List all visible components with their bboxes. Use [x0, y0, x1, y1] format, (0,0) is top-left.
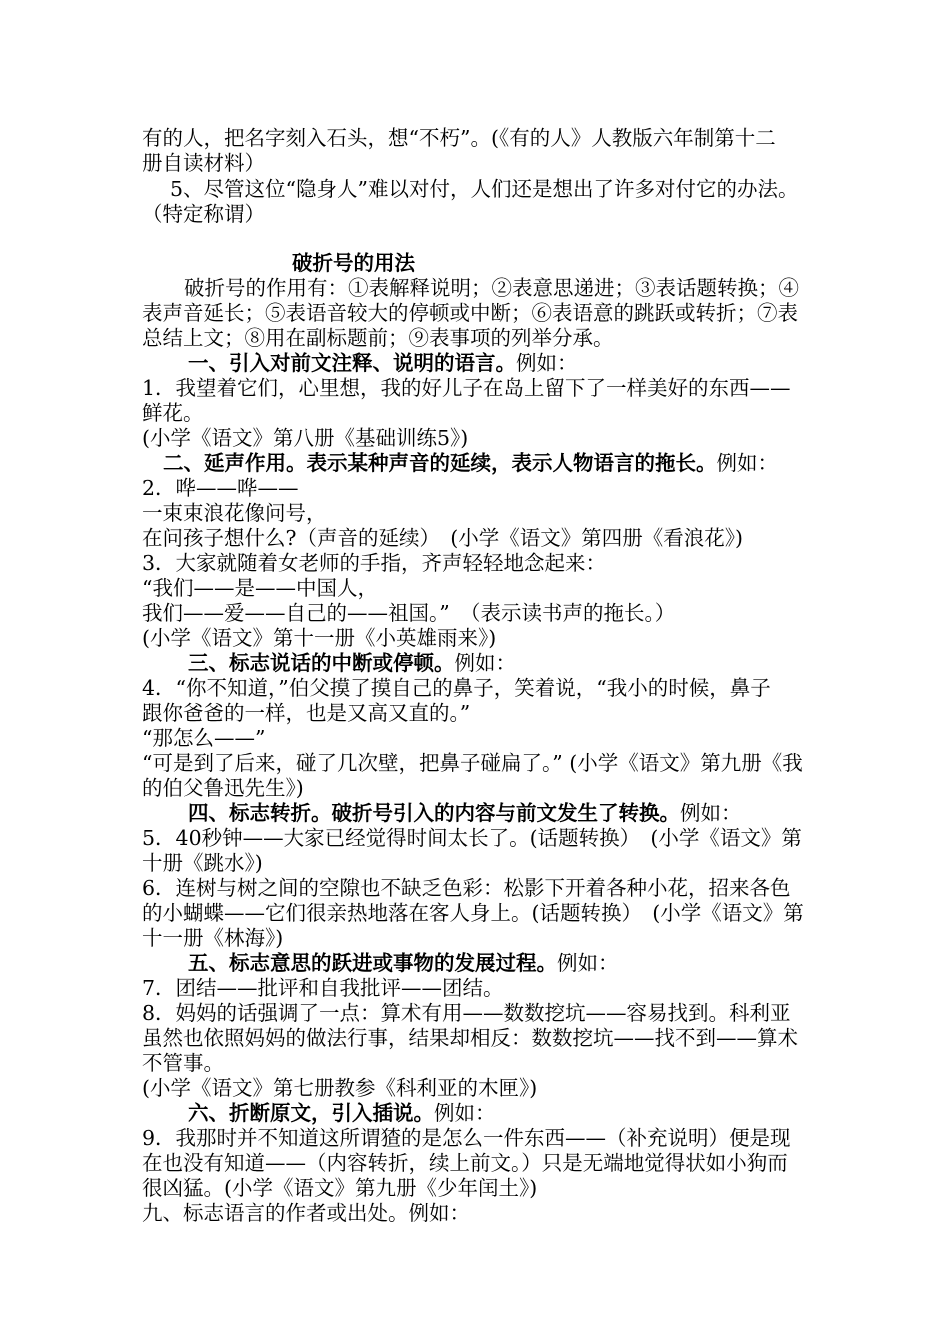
heading-line [188, 1100, 496, 1126]
heading-3: 三、标志说话的中断或停顿。 [188, 651, 455, 675]
text-line: (小学《语文》第十一册《小英雄雨来》) [142, 626, 497, 650]
text-line: 5．40秒钟——大家已经觉得时间太长了。(话题转换） (小学《语文》第 [142, 826, 802, 850]
text-line: (小学《语文》第八册《基础训练5》) [142, 426, 469, 450]
text-line: 9．我那时并不知道这所谓猹的是怎么一件东西——（补充说明）便是现 [142, 1126, 791, 1150]
text-line: 虽然也依照妈妈的做法行事，结果却相反：数数挖坑——找不到——算术 [142, 1026, 798, 1050]
text-line: 不管事。 [142, 1051, 224, 1075]
text-line: 8．妈妈的话强调了一点：算术有用——数数挖坑——容易找到。科利亚 [142, 1001, 791, 1025]
text-line: 在也没有知道——（内容转折，续上前文。）只是无端地觉得状如小狗而 [142, 1151, 788, 1175]
text-line: 6．连树与树之间的空隙也不缺乏色彩：松影下开着各种小花，招来各色 [142, 876, 791, 900]
text-line: 4．“你不知道，”伯父摸了摸自己的鼻子，笑着说，“我小的时候，鼻子 [142, 676, 771, 700]
text-line: 十一册《林海》) [142, 926, 284, 950]
heading-5: 五、标志意思的跃进或事物的发展过程。 [188, 951, 557, 975]
section-title: 破折号的用法 [292, 251, 415, 275]
text-line: 册自读材料） [142, 151, 265, 175]
heading-6: 六、折断原文，引入插说。 [188, 1101, 434, 1125]
text-line: 的小蝴蝶——它们很亲热地落在客人身上。(话题转换） (小学《语文》第 [142, 901, 804, 925]
text-line: 的伯父鲁迅先生》) [142, 776, 304, 800]
heading-line [163, 450, 778, 476]
text-line: 5、尽管这位“隐身人”难以对付，人们还是想出了许多对付它的办法。 [170, 177, 799, 201]
heading-tail: 例如： [516, 351, 578, 375]
heading-line [188, 950, 619, 976]
heading-line [188, 650, 516, 676]
text-line: 总结上文；⑧用在副标题前；⑨表事项的列举分承。 [142, 326, 614, 350]
text-line: 九、标志语言的作者或出处。例如： [142, 1201, 470, 1225]
text-line: 鲜花。 [142, 401, 204, 425]
text-line: “我们——是——中国人， [142, 576, 378, 600]
text-line: 十册《跳水》) [142, 851, 263, 875]
text-line: 我们——爱——自己的——祖国。” （表示读书声的拖长。） [142, 601, 676, 625]
heading-line [188, 350, 578, 376]
heading-tail: 例如： [434, 1101, 496, 1125]
text-line: 一束束浪花像问号， [142, 501, 327, 525]
text-line: 有的人，把名字刻入石头，想“不朽”。(《有的人》人教版六年制第十二 [142, 126, 776, 150]
text-line: 表声音延长；⑤表语音较大的停顿或中断；⑥表语意的跳跃或转折；⑦表 [142, 301, 798, 325]
heading-tail: 例如： [557, 951, 619, 975]
text-line: 跟你爸爸的一样，也是又高又直的。” [142, 701, 471, 725]
text-line: 破折号的作用有：①表解释说明；②表意思递进；③表话题转换；④ [184, 276, 799, 300]
text-line: “那怎么——” [142, 726, 266, 750]
text-line: 1．我望着它们，心里想，我的好儿子在岛上留下了一样美好的东西—— [142, 376, 791, 400]
text-line: (小学《语文》第七册教参《科利亚的木匣》) [142, 1076, 538, 1100]
heading-line [188, 800, 742, 826]
heading-tail: 例如： [680, 801, 742, 825]
heading-tail: 例如： [454, 651, 516, 675]
text-line: 7．团结——批评和自我批评——团结。 [142, 976, 504, 1000]
text-line: “可是到了后来，碰了几次壁，把鼻子碰扁了。” (小学《语文》第九册《我 [142, 751, 803, 775]
text-line: 很凶猛。(小学《语文》第九册《少年闰土》) [142, 1176, 538, 1200]
heading-2: 二、延声作用。表示某种声音的延续，表示人物语言的拖长。 [163, 451, 717, 475]
heading-1: 一、引入对前文注释、说明的语言。 [188, 351, 516, 375]
text-line: 在问孩子想什么?（声音的延续） (小学《语文》第四册《看浪花》) [142, 526, 743, 550]
text-line: （特定称谓） [142, 202, 265, 226]
heading-4: 四、标志转折。破折号引入的内容与前文发生了转换。 [188, 801, 680, 825]
heading-tail: 例如： [716, 451, 778, 475]
text-line: 2．哗——哗—— [142, 476, 299, 500]
text-line: 3．大家就随着女老师的手指，齐声轻轻地念起来： [142, 551, 607, 575]
